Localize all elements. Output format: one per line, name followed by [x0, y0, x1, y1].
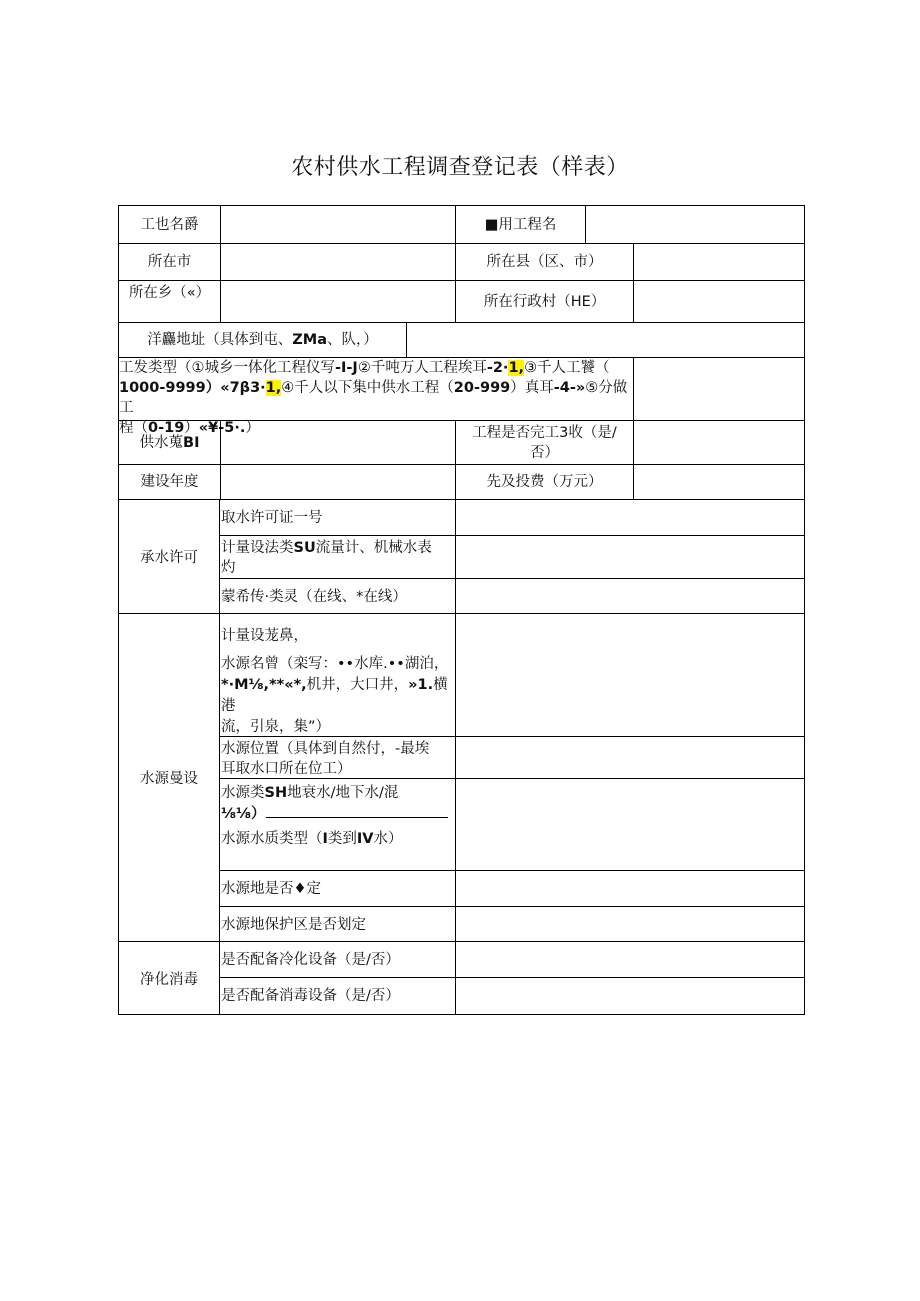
supply-scale-label [119, 421, 220, 464]
cooling-equipment-row [219, 942, 805, 978]
project-type-line-2 [119, 378, 633, 418]
protection-zone-value[interactable] [455, 907, 804, 941]
source-type-line-1 [221, 783, 453, 804]
row-address [118, 323, 805, 358]
source-name-line-3: 流，引泉，集”） [221, 719, 331, 735]
project-name-value[interactable] [220, 206, 455, 243]
monitor-type-row [219, 579, 805, 614]
meter-type-value[interactable] [455, 536, 804, 578]
source-name-label [219, 614, 455, 736]
address-label-suffix: 、队，） [326, 332, 378, 348]
township-label: 所在乡（«） [128, 285, 211, 301]
quality-suffix: 水） [373, 831, 403, 847]
type-l2-highlight: 1, [265, 380, 282, 396]
type-l2-d: ）真耳 [510, 380, 554, 396]
form-title: 农村供水工程调查登记表（样表） [291, 155, 629, 180]
type-l1-c: ②千吨万人工程埃耳 [357, 360, 487, 376]
meter-type-bold: SU [293, 540, 316, 556]
cooling-equipment-label: 是否配备冷化设备（是/否） [221, 952, 400, 968]
type-l1-a: 工发类型（①城乡一体化工程仪写 [119, 360, 335, 376]
type-l3-d: «¥-5·. [198, 420, 246, 436]
source-type-underline [266, 815, 448, 818]
project-type-value[interactable] [633, 358, 804, 420]
type-l2-b: ④千人以下集中供水工程（ [281, 380, 454, 396]
source-type-suffix: 地衰水/地下水/混 [287, 785, 399, 801]
completion-label [455, 421, 633, 464]
address-value[interactable] [406, 323, 804, 357]
engineering-name-value[interactable] [585, 206, 804, 243]
source-designated-value[interactable] [455, 871, 804, 906]
source-name-value[interactable] [455, 614, 804, 736]
permit-number-value[interactable] [455, 500, 804, 535]
protection-zone-row [219, 907, 805, 942]
source-location-line-2: 耳取水口所在位工） [221, 761, 352, 777]
source-type-prefix: 水源类 [221, 785, 265, 801]
type-l2-f: ⑤分做工 [119, 380, 628, 416]
meter-type-suffix: 流量计、机械水表 [315, 540, 432, 556]
type-l1-d: -2· [486, 360, 509, 376]
cooling-equipment-value[interactable] [455, 942, 804, 977]
village-label: 所在行政村（HE） [455, 281, 633, 322]
investment-value[interactable] [633, 465, 804, 499]
supply-scale-value[interactable] [220, 421, 455, 464]
quality-prefix: 水源水质类型（ [221, 831, 323, 847]
source-location-row [219, 737, 805, 779]
type-l3-c: ） [184, 420, 199, 436]
source-name-end: 横港 [221, 677, 448, 714]
source-designated-row [219, 871, 805, 907]
completion-label-line-2: 否） [530, 445, 559, 461]
completion-value[interactable] [633, 421, 804, 464]
type-l1-b: -I-J [335, 360, 358, 376]
address-label-prefix: 洋麤地址（具体到屯、 [147, 332, 293, 348]
quality-bold-2: IV [356, 831, 374, 847]
source-type-row [219, 779, 805, 871]
source-name-line-1: 水源名曾（栾写：••水库.••湖泊， [221, 656, 449, 672]
type-l3-a: 程（ [119, 420, 148, 436]
type-l1-e: ③千人工饕（ [524, 360, 610, 376]
row-build-year [118, 465, 805, 500]
township-value[interactable] [220, 281, 455, 322]
type-l3-e: ） [245, 420, 260, 436]
meter-type-label [219, 536, 455, 578]
disinfection-equipment-label: 是否配备消毒设备（是/否） [221, 988, 400, 1004]
quality-line [221, 829, 453, 850]
type-l2-a: 1000-9999）«7β3· [119, 380, 266, 396]
permit-number-row [219, 500, 805, 536]
type-l2-c: 20-999 [453, 380, 511, 396]
quality-bold: I [322, 831, 328, 847]
completion-label-line-1: 工程是否完工3收（是/ [472, 425, 617, 441]
source-type-line-2-text: ⅛⅛） [221, 806, 266, 822]
source-type-bold: SH [264, 785, 288, 801]
row-project-name [118, 205, 805, 244]
source-name-bold-2: »1. [408, 677, 434, 693]
water-permit-group-label: 承水许可 [118, 500, 220, 614]
source-name-line-2 [221, 675, 453, 717]
quality-mid: 类到 [327, 831, 357, 847]
meter-type-line-1 [221, 538, 453, 558]
source-location-value[interactable] [455, 737, 804, 778]
meter-type-row [219, 536, 805, 579]
project-name-label: 工也名爵 [140, 216, 199, 233]
engineering-name-label: ■用工程名 [455, 206, 585, 243]
row-city-county [118, 244, 805, 281]
build-year-label: 建设年度 [140, 474, 199, 490]
source-type-value[interactable] [455, 779, 804, 870]
county-value[interactable] [633, 244, 804, 280]
investment-label: 先及投费（万元） [455, 465, 633, 499]
monitor-type-label: 蒙希传·类灵（在线、*在线） [221, 589, 407, 605]
source-name-bold: *·M⅛,**«*, [221, 677, 307, 693]
city-value[interactable] [220, 244, 455, 280]
project-type-line-1 [119, 358, 633, 378]
source-name-row [219, 614, 805, 737]
source-designated-label: 水源地是否♦定 [221, 881, 321, 897]
protection-zone-label: 水源地保护区是否划定 [221, 917, 366, 933]
meter-type-line-2: 灼 [221, 560, 236, 576]
city-label: 所在市 [147, 254, 192, 270]
meter-count-text: 计量设茏鼻， [221, 628, 308, 644]
source-location-line-1: 水源位置（具体到自然付，-最埃 [221, 741, 430, 757]
supply-scale-bold: BI [183, 434, 200, 451]
water-source-group-label: 水源曼设 [118, 614, 220, 942]
disinfection-equipment-row [219, 978, 805, 1015]
type-l1-highlight: 1, [508, 360, 525, 376]
purification-group-label: 净化消毒 [118, 942, 220, 1015]
row-township-village [118, 281, 805, 323]
permit-number-label: 取水许可证一号 [221, 510, 323, 526]
source-name-rest: 机井，大口井， [306, 677, 409, 693]
row-supply-scale [118, 421, 805, 465]
village-value[interactable] [633, 281, 804, 322]
meter-type-prefix: 计量设法类 [221, 540, 294, 556]
address-label [119, 323, 406, 357]
type-l3-b: 0-19 [148, 420, 185, 436]
build-year-value[interactable] [220, 465, 455, 499]
source-type-label [219, 779, 455, 870]
type-l2-e: -4-» [553, 380, 586, 396]
source-location-label [219, 737, 455, 778]
monitor-type-value[interactable] [455, 579, 804, 613]
disinfection-equipment-value[interactable] [455, 978, 804, 1014]
supply-scale-prefix: 供水蒐 [139, 434, 184, 451]
county-label: 所在县（区、市） [455, 244, 633, 280]
address-label-bold: ZMa [292, 332, 327, 348]
source-type-line-2 [221, 804, 453, 825]
